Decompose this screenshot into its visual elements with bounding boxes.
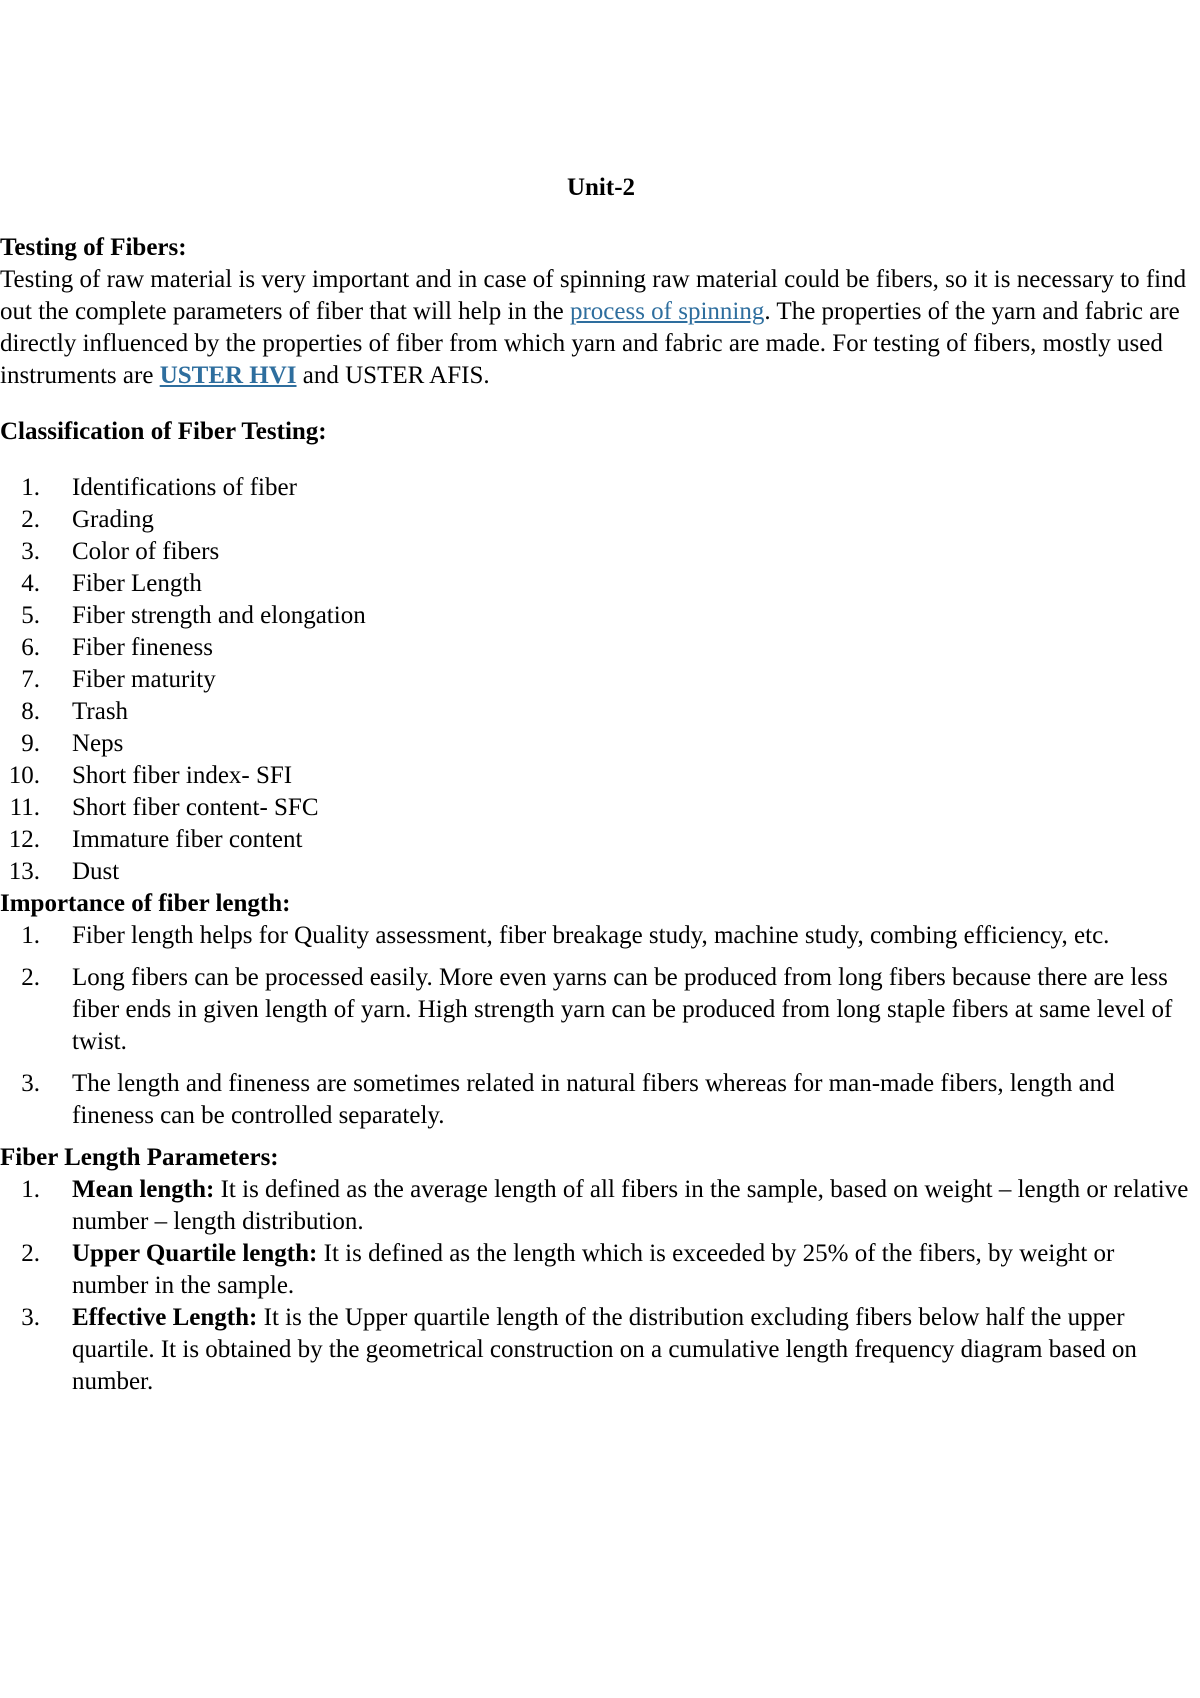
- spacer: [0, 392, 1192, 416]
- list-number: 7.: [21, 666, 40, 693]
- list-number: 2.: [21, 1240, 40, 1267]
- testing-heading: Testing of Fibers:: [0, 234, 187, 261]
- testing-paragraph: [0, 264, 1192, 392]
- parameter-term: Effective Length:: [72, 1304, 258, 1331]
- parameter-description: It is defined as the average length of all fibers in the sample, based on weight – length or relative number – length distribution.: [72, 1176, 1189, 1235]
- spacer: [0, 1132, 1192, 1142]
- list-number: 4.: [21, 570, 40, 597]
- list-text: Fiber Length: [72, 570, 202, 597]
- list-number: 1.: [21, 474, 40, 501]
- list-text: Fiber fineness: [72, 634, 213, 661]
- list-number: 11.: [9, 794, 40, 821]
- list-text: Dust: [72, 858, 120, 885]
- list-number: 5.: [21, 602, 40, 629]
- list-item: [0, 472, 1192, 504]
- parameter-term: Upper Quartile length:: [72, 1240, 318, 1267]
- list-number: 3.: [21, 1070, 40, 1097]
- importance-section: [0, 888, 1192, 1132]
- parameter-description: It is the Upper quartile length of the distribution excluding fibers below half the upper quartile. It is obtained by the geometrical construction on a cumulative length frequency diagram based on number.: [72, 1304, 1137, 1395]
- list-text: Grading: [72, 506, 154, 533]
- list-number: 6.: [21, 634, 40, 661]
- list-number: 1.: [21, 922, 40, 949]
- importance-list: [0, 920, 1192, 1132]
- list-number: 13.: [8, 858, 40, 885]
- document-page: [0, 172, 1192, 1398]
- list-item: [0, 568, 1192, 600]
- parameter-description: It is defined as the length which is exceeded by 25% of the fibers, by weight or number in the sample.: [72, 1240, 1115, 1299]
- list-item: [0, 664, 1192, 696]
- list-item: [0, 696, 1192, 728]
- list-number: 12.: [8, 826, 40, 853]
- list-text: Neps: [72, 730, 124, 757]
- parameters-heading: Fiber Length Parameters:: [0, 1144, 279, 1171]
- unit-title: Unit-2: [566, 174, 636, 201]
- testing-text-1: Testing of raw material is very important and in case of spinning raw material could be fibers, so it is necessary to find out the complete parameters of fiber that will help in the: [0, 266, 1187, 325]
- process-of-spinning-link[interactable]: process of spinning: [569, 298, 765, 325]
- testing-section: [0, 232, 1192, 392]
- list-number: 10.: [8, 762, 40, 789]
- testing-text-2: . The properties of the yarn and fabric are directly influenced by the properties of fiber from which yarn and fabric are made. For testing of fibers, mostly used instruments are: [0, 298, 1180, 389]
- uster-hvi-link[interactable]: USTER HVI: [159, 362, 297, 389]
- list-text: Fiber maturity: [72, 666, 216, 693]
- list-text: Immature fiber content: [72, 826, 303, 853]
- list-number: 3.: [21, 538, 40, 565]
- list-text: The length and fineness are sometimes related in natural fibers whereas for man-made fibers, length and fineness can be controlled separately.: [72, 1070, 1115, 1129]
- list-number: 2.: [21, 506, 40, 533]
- list-item: [0, 536, 1192, 568]
- list-item: [0, 856, 1192, 888]
- list-text: Fiber length helps for Quality assessment, fiber breakage study, machine study, combing efficiency, etc.: [72, 922, 1110, 949]
- list-item: [0, 1302, 1192, 1398]
- classification-heading: Classification of Fiber Testing:: [0, 418, 327, 445]
- list-number: 8.: [21, 698, 40, 725]
- list-item: [0, 1068, 1192, 1132]
- parameter-term: Mean length:: [72, 1176, 215, 1203]
- list-text: Color of fibers: [72, 538, 220, 565]
- parameters-section: [0, 1142, 1192, 1398]
- list-text: Long fibers can be processed easily. More even yarns can be produced from long fibers because there are less fiber ends in given length of yarn. High strength yarn can be produced from long staple fibers at same level of twist.: [72, 964, 1173, 1055]
- importance-heading: Importance of fiber length:: [0, 890, 291, 917]
- classification-section: [0, 416, 1192, 888]
- list-item: [0, 1174, 1192, 1238]
- list-text: Short fiber content- SFC: [72, 794, 319, 821]
- list-item: [0, 760, 1192, 792]
- list-number: 1.: [21, 1176, 40, 1203]
- list-item: [0, 632, 1192, 664]
- classification-list: [0, 472, 1192, 888]
- list-text: Fiber strength and elongation: [72, 602, 366, 629]
- list-item: [0, 824, 1192, 856]
- list-item: [0, 728, 1192, 760]
- list-item: [0, 792, 1192, 824]
- list-text: Short fiber index- SFI: [72, 762, 293, 789]
- list-item: [0, 1238, 1192, 1302]
- list-text: Trash: [72, 698, 129, 725]
- list-item: [0, 504, 1192, 536]
- spacer: [0, 448, 1192, 472]
- list-text: Identifications of fiber: [72, 474, 297, 501]
- list-item: [0, 962, 1192, 1058]
- testing-text-3: and USTER AFIS.: [296, 362, 490, 389]
- list-number: 2.: [21, 964, 40, 991]
- list-number: 3.: [21, 1304, 40, 1331]
- parameters-list: [0, 1174, 1192, 1398]
- list-number: 9.: [21, 730, 40, 757]
- list-item: [0, 600, 1192, 632]
- list-item: [0, 920, 1192, 952]
